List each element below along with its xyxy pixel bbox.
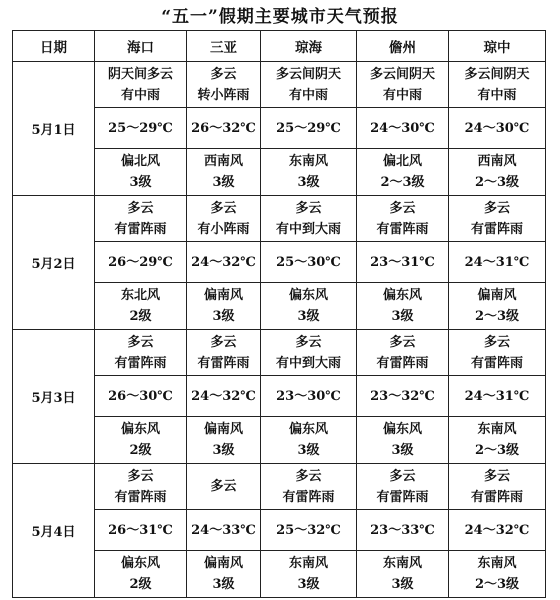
sanya-wind-cell <box>187 417 261 464</box>
wind-line: 3级 <box>391 309 414 324</box>
qiongzhong-temp-cell <box>449 510 546 551</box>
danzhou-wind-cell <box>357 149 449 196</box>
sanya-temp-cell <box>187 108 261 149</box>
weather-description-line: 多云间阴天 <box>369 66 435 82</box>
weather-description-line: 多云 <box>127 200 154 216</box>
date-cell: 5月1日 <box>13 62 95 196</box>
day-1-desc-row <box>13 62 546 108</box>
wind-line: 2～3级 <box>474 443 520 458</box>
wind-line: 3级 <box>129 175 152 190</box>
qionghai-wind-cell <box>261 283 357 330</box>
weather-description-line: 多云 <box>295 468 322 484</box>
qiongzhong-wind-cell <box>449 283 546 330</box>
weather-description-line: 有中雨 <box>477 87 517 103</box>
weather-description-line: 有雷阵雨 <box>470 355 523 371</box>
qiongzhong-desc-cell <box>449 62 546 108</box>
header-sanya: 三亚 <box>187 31 261 62</box>
qiongzhong-wind-cell <box>449 149 546 196</box>
haikou-desc-cell <box>95 330 187 376</box>
weather-description-line: 有中雨 <box>382 87 422 103</box>
danzhou-wind-cell <box>357 283 449 330</box>
weather-description-line: 多云 <box>127 468 154 484</box>
weather-description-line: 有中到大雨 <box>275 221 341 237</box>
wind-line: 偏东风 <box>288 422 328 437</box>
temperature-range: 23～31℃ <box>370 254 435 270</box>
temperature-range: 25～29℃ <box>108 120 173 136</box>
temperature-range: 25～30℃ <box>276 254 341 270</box>
weather-description-line: 有雷阵雨 <box>114 489 167 505</box>
temperature-range: 26～32℃ <box>191 120 256 136</box>
weather-description-line: 有雷阵雨 <box>197 355 250 371</box>
danzhou-temp-cell <box>357 108 449 149</box>
wind-line: 2～3级 <box>474 577 520 592</box>
temperature-range: 23～30℃ <box>276 388 341 404</box>
weather-description-line: 多云 <box>210 66 237 82</box>
wind-line: 偏南风 <box>203 556 243 571</box>
wind-line: 偏北风 <box>120 154 160 169</box>
weather-description-line: 有中雨 <box>120 87 160 103</box>
weather-description-line: 多云间阴天 <box>275 66 341 82</box>
wind-line: 2级 <box>129 443 152 458</box>
haikou-temp-cell <box>95 510 187 551</box>
qionghai-desc-cell <box>261 330 357 376</box>
weather-description-line: 多云 <box>210 334 237 350</box>
wind-line: 2级 <box>129 309 152 324</box>
header-date: 日期 <box>13 31 95 62</box>
temperature-range: 24～31℃ <box>464 388 530 404</box>
haikou-temp-cell <box>95 242 187 283</box>
wind-line: 偏东风 <box>120 422 160 437</box>
danzhou-desc-cell <box>357 464 449 510</box>
haikou-desc-cell <box>95 196 187 242</box>
weather-description-line: 有雷阵雨 <box>114 221 167 237</box>
wind-line: 偏南风 <box>203 422 243 437</box>
danzhou-temp-cell <box>357 376 449 417</box>
haikou-desc-cell <box>95 62 187 108</box>
wind-line: 3级 <box>297 175 320 190</box>
danzhou-desc-cell <box>357 62 449 108</box>
weather-description-line: 有雷阵雨 <box>376 355 429 371</box>
weather-description-line: 有雷阵雨 <box>114 355 167 371</box>
wind-line: 东南风 <box>382 556 422 571</box>
sanya-temp-cell <box>187 242 261 283</box>
danzhou-temp-cell <box>357 242 449 283</box>
wind-line: 西南风 <box>477 154 517 169</box>
header-row <box>13 31 546 62</box>
weather-description-line: 有小阵雨 <box>197 221 250 237</box>
qionghai-wind-cell <box>261 417 357 464</box>
danzhou-desc-cell <box>357 196 449 242</box>
wind-line: 2～3级 <box>380 175 425 190</box>
weather-description-line: 多云 <box>483 334 510 350</box>
header-danzhou: 儋州 <box>357 31 449 62</box>
danzhou-wind-cell <box>357 417 449 464</box>
day-4-desc-row <box>13 464 546 510</box>
wind-line: 3级 <box>391 577 414 592</box>
weather-description-line: 有雷阵雨 <box>376 221 429 237</box>
weather-description-line: 有中雨 <box>288 87 328 103</box>
qiongzhong-temp-cell <box>449 242 546 283</box>
wind-line: 3级 <box>212 175 235 190</box>
weather-description-line: 多云 <box>389 334 416 350</box>
qiongzhong-temp-cell <box>449 376 546 417</box>
qiongzhong-temp-cell <box>449 108 546 149</box>
wind-line: 偏北风 <box>382 154 422 169</box>
header-haikou: 海口 <box>95 31 187 62</box>
weather-description-line: 阴天间多云 <box>107 66 173 82</box>
wind-line: 偏东风 <box>288 288 328 303</box>
weather-description-line: 转小阵雨 <box>197 87 250 103</box>
wind-line: 东南风 <box>288 556 328 571</box>
sanya-wind-cell <box>187 149 261 196</box>
weather-description-line: 有雷阵雨 <box>376 489 429 505</box>
qionghai-wind-cell <box>261 149 357 196</box>
weather-description-line: 有雷阵雨 <box>282 489 335 505</box>
qiongzhong-desc-cell <box>449 464 546 510</box>
temperature-range: 24～31℃ <box>464 254 530 270</box>
header-qionghai: 琼海 <box>261 31 357 62</box>
temperature-range: 26～31℃ <box>108 522 173 538</box>
weather-description-line: 多云 <box>483 468 510 484</box>
temperature-range: 24～32℃ <box>464 522 530 538</box>
sanya-desc-cell <box>187 330 261 376</box>
haikou-wind-cell <box>95 417 187 464</box>
qiongzhong-wind-cell <box>449 417 546 464</box>
weather-description-line: 多云 <box>389 200 416 216</box>
wind-line: 东北风 <box>120 288 160 303</box>
temperature-range: 26～30℃ <box>108 388 173 404</box>
wind-line: 2～3级 <box>474 175 520 190</box>
qiongzhong-desc-cell <box>449 330 546 376</box>
wind-line: 东南风 <box>477 556 517 571</box>
weather-description-line: 多云 <box>127 334 154 350</box>
temperature-range: 24～30℃ <box>464 120 530 136</box>
haikou-desc-cell <box>95 464 187 510</box>
haikou-temp-cell <box>95 376 187 417</box>
haikou-wind-cell <box>95 283 187 330</box>
sanya-desc-cell <box>187 196 261 242</box>
date-cell: 5月2日 <box>13 196 95 330</box>
sanya-wind-cell <box>187 283 261 330</box>
qionghai-desc-cell <box>261 62 357 108</box>
weather-description-line: 多云 <box>389 468 416 484</box>
day-2-desc-row <box>13 196 546 242</box>
date-cell: 5月3日 <box>13 330 95 464</box>
weather-description-line: 多云 <box>295 334 322 350</box>
wind-line: 偏东风 <box>382 422 422 437</box>
wind-line: 3级 <box>212 577 235 592</box>
wind-line: 偏东风 <box>120 556 160 571</box>
weather-description-line: 有中到大雨 <box>275 355 341 371</box>
qionghai-temp-cell <box>261 510 357 551</box>
wind-line: 3级 <box>297 309 320 324</box>
temperature-range: 26～29℃ <box>108 254 173 270</box>
weather-description-line: 多云 <box>210 479 237 494</box>
wind-line: 偏南风 <box>203 288 243 303</box>
header-qiongzhong: 琼中 <box>449 31 546 62</box>
temperature-range: 23～32℃ <box>370 388 435 404</box>
qionghai-temp-cell <box>261 108 357 149</box>
weather-description-line: 多云间阴天 <box>464 66 530 82</box>
wind-line: 2级 <box>129 577 152 592</box>
wind-line: 偏东风 <box>382 288 422 303</box>
weather-description-line: 多云 <box>295 200 322 216</box>
wind-line: 偏南风 <box>477 288 517 303</box>
danzhou-desc-cell <box>357 330 449 376</box>
temperature-range: 25～29℃ <box>276 120 341 136</box>
sanya-desc-cell <box>187 464 261 510</box>
danzhou-temp-cell <box>357 510 449 551</box>
sanya-desc-cell <box>187 62 261 108</box>
sanya-wind-cell <box>187 551 261 598</box>
wind-line: 2～3级 <box>474 309 520 324</box>
haikou-wind-cell <box>95 551 187 598</box>
temperature-range: 23～33℃ <box>370 522 435 538</box>
sanya-temp-cell <box>187 510 261 551</box>
day-3-desc-row <box>13 330 546 376</box>
qionghai-temp-cell <box>261 242 357 283</box>
page-title: “五一”假期主要城市天气预报 <box>161 7 399 27</box>
weather-description-line: 有雷阵雨 <box>470 489 523 505</box>
weather-description-line: 多云 <box>210 200 237 216</box>
danzhou-wind-cell <box>357 551 449 598</box>
qionghai-wind-cell <box>261 551 357 598</box>
wind-line: 3级 <box>297 443 320 458</box>
wind-line: 西南风 <box>203 154 243 169</box>
sanya-temp-cell <box>187 376 261 417</box>
qiongzhong-desc-cell <box>449 196 546 242</box>
wind-line: 3级 <box>212 309 235 324</box>
wind-line: 东南风 <box>288 154 328 169</box>
qionghai-desc-cell <box>261 464 357 510</box>
wind-line: 3级 <box>297 577 320 592</box>
temperature-range: 24～33℃ <box>191 522 256 538</box>
forecast-table <box>12 30 546 598</box>
qiongzhong-wind-cell <box>449 551 546 598</box>
qionghai-desc-cell <box>261 196 357 242</box>
qionghai-temp-cell <box>261 376 357 417</box>
temperature-range: 25～32℃ <box>276 522 341 538</box>
temperature-range: 24～30℃ <box>370 120 435 136</box>
temperature-range: 24～32℃ <box>191 254 256 270</box>
temperature-range: 24～32℃ <box>191 388 256 404</box>
haikou-temp-cell <box>95 108 187 149</box>
wind-line: 3级 <box>212 443 235 458</box>
date-cell: 5月4日 <box>13 464 95 598</box>
wind-line: 东南风 <box>477 422 517 437</box>
weather-description-line: 有雷阵雨 <box>470 221 523 237</box>
wind-line: 3级 <box>391 443 414 458</box>
haikou-wind-cell <box>95 149 187 196</box>
weather-description-line: 多云 <box>483 200 510 216</box>
